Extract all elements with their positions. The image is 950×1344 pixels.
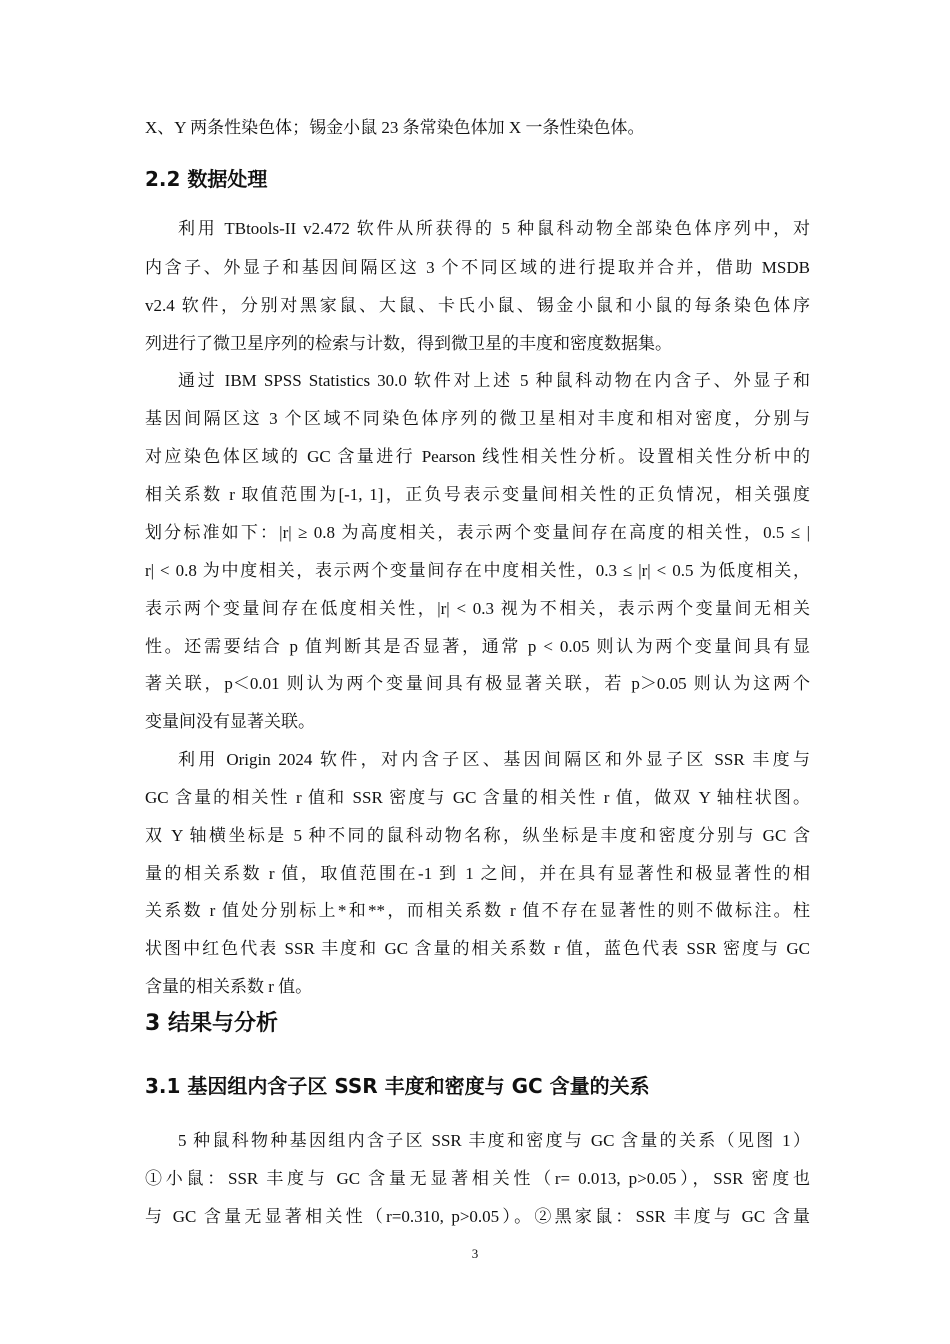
section-3-1-heading: 3.1 基因组内含子区 SSR 丰度和密度与 GC 含量的关系 (145, 1074, 650, 1098)
paragraph-line: 性。还需要结合 p 值判断其是否显著，通常 p < 0.05 则认为两个变量间具有显 (145, 637, 810, 656)
paragraph-line: 变量间没有显著关联。 (145, 712, 315, 731)
paragraph-line: 量的相关系数 r 值，取值范围在-1 到 1 之间，并在具有显著性和极显著性的相 (145, 864, 810, 883)
paragraph-line: 列进行了微卫星序列的检索与计数，得到微卫星的丰度和密度数据集。 (145, 334, 672, 353)
paragraph-line: 划分标准如下：|r| ≥ 0.8 为高度相关，表示两个变量间存在高度的相关性，0.5 ≤ | (145, 523, 810, 542)
paragraph-line: 利用 Origin 2024 软件，对内含子区、基因间隔区和外显子区 SSR 丰度与 (178, 750, 810, 769)
paragraph-line: 利用 TBtools-II v2.472 软件从所获得的 5 种鼠科动物全部染色体序列中，对 (178, 219, 810, 238)
paragraph-line: 相关系数 r 取值范围为[-1, 1]，正负号表示变量间相关性的正负情况，相关强度 (145, 485, 810, 504)
paragraph-line: 基因间隔区这 3 个区域不同染色体序列的微卫星相对丰度和相对密度，分别与 (145, 409, 810, 428)
paragraph-line: GC 含量的相关性 r 值和 SSR 密度与 GC 含量的相关性 r 值，做双 Y 轴柱状图。 (145, 788, 810, 807)
paragraph-line: 与 GC 含量无显著相关性（r=0.310, p>0.05）。②黑家鼠：SSR 丰度与 GC 含量 (145, 1207, 810, 1226)
paragraph-line: 状图中红色代表 SSR 丰度和 GC 含量的相关系数 r 值，蓝色代表 SSR 密度与 GC (145, 939, 810, 958)
continued-paragraph-line: X、Y 两条性染色体；锡金小鼠 23 条常染色体加 X 一条性染色体。 (145, 118, 645, 137)
section-3-heading: 3 结果与分析 (145, 1011, 278, 1036)
paragraph-line: 对应染色体区域的 GC 含量进行 Pearson 线性相关性分析。设置相关性分析中的 (145, 447, 810, 466)
paragraph-line: 内含子、外显子和基因间隔区这 3 个不同区域的进行提取并合并，借助 MSDB (145, 258, 810, 277)
paragraph-line: ①小鼠：SSR 丰度与 GC 含量无显著相关性（r= 0.013, p>0.05），SSR 密度也 (145, 1169, 810, 1188)
paragraph-line: 含量的相关系数 r 值。 (145, 977, 313, 996)
paragraph-line: r| < 0.8 为中度相关，表示两个变量间存在中度相关性，0.3 ≤ |r| < 0.5 为低度相关， (145, 561, 810, 580)
page-number: 3 (471, 1246, 479, 1261)
paragraph-line: 著关联，p＜0.01 则认为两个变量间具有极显著关联，若 p＞0.05 则认为这两个 (145, 674, 810, 693)
paragraph-line: 表示两个变量间存在低度相关性，|r| < 0.3 视为不相关，表示两个变量间无相关 (145, 599, 810, 618)
paragraph-line: 关系数 r 值处分别标上*和**，而相关系数 r 值不存在显著性的则不做标注。柱 (145, 901, 810, 920)
paragraph-line: 通过 IBM SPSS Statistics 30.0 软件对上述 5 种鼠科动物在内含子、外显子和 (178, 371, 810, 390)
section-2-2-heading: 2.2 数据处理 (145, 167, 268, 191)
paragraph-line: 双 Y 轴横坐标是 5 种不同的鼠科动物名称，纵坐标是丰度和密度分别与 GC 含 (145, 826, 810, 845)
paragraph-line: v2.4 软件，分别对黑家鼠、大鼠、卡氏小鼠、锡金小鼠和小鼠的每条染色体序 (145, 296, 810, 315)
paragraph-line: 5 种鼠科物种基因组内含子区 SSR 丰度和密度与 GC 含量的关系（见图 1） (178, 1131, 810, 1150)
